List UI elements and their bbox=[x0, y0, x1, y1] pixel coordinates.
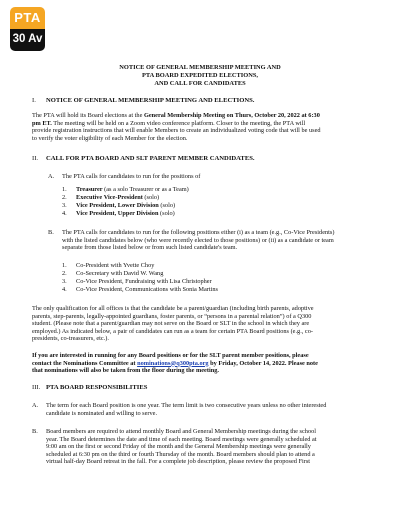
s3-b-paragraph bbox=[46, 428, 372, 466]
s3-a-line1: The term for each Board position is one year. The term limit is two consecutive years unless no other interested bbox=[46, 402, 327, 409]
n-line3: that nominations will also be taken from the floor during the meeting. bbox=[32, 367, 219, 375]
team-position-3: 3. Co-Vice President, Fundraising with Lisa Christopher bbox=[62, 278, 212, 285]
q-line1: The only qualification for all offices is that the candidate be a parent/guardian (including birth parents, adoptive bbox=[32, 305, 314, 312]
logo-30av-text: 30 Av bbox=[10, 29, 45, 51]
section-2-heading bbox=[32, 155, 255, 163]
logo-pta-text: PTA bbox=[10, 7, 45, 29]
s3-b-line2: year. The Board determines the date and time of each meeting. Board meetings were generally scheduled at bbox=[46, 435, 317, 443]
s3-b-line4: scheduled at 6:30 pm on the third or fourth Thursday of the month. Board members should plan to attend a bbox=[46, 450, 315, 458]
s2-b-line2: with the listed candidates below (who were recently elected to those positions) or (ii) as a candidate or team bbox=[62, 236, 334, 244]
n-line1: If you are interested in running for any Board positions or for the SLT parent member positions, please bbox=[32, 352, 309, 359]
s2-a-text: The PTA calls for candidates to run for the positions of bbox=[62, 173, 201, 180]
section-2-title: CALL FOR PTA BOARD AND SLT PARENT MEMBER CANDIDATES. bbox=[46, 155, 255, 162]
document-title bbox=[0, 64, 400, 88]
s1-line1b: General Membership Meeting on Thurs, October 20, 2022 at 6:30 bbox=[143, 112, 320, 119]
s3-a-paragraph bbox=[46, 402, 372, 417]
s2-b-line3: separate from those listed below or from such listed candidate's team. bbox=[62, 244, 238, 252]
position-item-1: 1. Treasurer (as a solo Treasurer or as a Team) bbox=[62, 186, 189, 193]
nominations-email-link[interactable]: nominations@q300pta.org bbox=[137, 359, 209, 367]
s2-b-label: B. bbox=[48, 229, 54, 236]
section-1-heading bbox=[32, 97, 254, 105]
s2-b-paragraph bbox=[62, 229, 372, 252]
title-line-2: PTA BOARD EXPEDITED ELECTIONS, bbox=[141, 72, 258, 79]
q-line3: student. (Please note that a parent/guardian may not serve on the Board or SLT in the school in which they are bbox=[32, 320, 310, 328]
q-line2: parents, step-parents, legally-appointed guardians, foster parents, or “persons in a parental relation”) of a Q300 bbox=[32, 312, 312, 320]
n-line2b: by Friday, October 14, 2022. Please note bbox=[208, 359, 318, 367]
section-3-heading bbox=[32, 384, 147, 392]
team-position-1: 1. Co-President with Yvette Choy bbox=[62, 262, 155, 269]
section-3-title: PTA BOARD RESPONSIBILITIES bbox=[46, 384, 148, 391]
section-1-paragraph bbox=[32, 112, 372, 142]
section-3-number: III. bbox=[32, 384, 41, 391]
section-2-number: II. bbox=[32, 155, 39, 162]
s1-line1a: The PTA will hold its Board elections at the bbox=[32, 112, 144, 119]
s3-a-label: A. bbox=[32, 402, 39, 409]
position-item-4: 4. Vice President, Upper Division (solo) bbox=[62, 210, 175, 217]
n-line2a: contact the Nominations Committee at bbox=[32, 359, 138, 367]
section-1-number: I. bbox=[32, 97, 36, 104]
s1-line2a: pm ET. bbox=[32, 119, 52, 127]
pta-logo bbox=[10, 7, 45, 51]
q-line4: employed.) As indicated below, a pair of candidates can run as a team for certain PTA Board positions (e.g., co- bbox=[32, 327, 313, 335]
s3-b-line3: 9:00 am on the first or second Friday of the month and the General Membership meetings were generally bbox=[46, 443, 311, 451]
s1-line3: provide registration instructions that will enable Members to create an individualized voting code that will be used bbox=[32, 127, 321, 135]
position-item-2: 2. Executive Vice-President (solo) bbox=[62, 194, 160, 201]
s3-b-line5: virtual half-day Board retreat in the fall. For a complete job description, please review the proposed First bbox=[46, 458, 311, 466]
title-line-3: AND CALL FOR CANDIDATES bbox=[154, 80, 246, 87]
s1-line2b: The meeting will be held on a Zoom video conference platform. Closer to the meeting, the PTA will bbox=[51, 119, 306, 127]
team-position-2: 2. Co-Secretary with David W. Wang bbox=[62, 270, 164, 277]
s2-a-label: A. bbox=[48, 173, 55, 180]
s3-b-line1: Board members are required to attend monthly Board and General Membership meetings during the school bbox=[46, 428, 316, 435]
s1-line4: to verify the voter eligibility of each Member for the election. bbox=[32, 134, 188, 142]
s2-b-line1: The PTA calls for candidates to run for the following positions either (i) as a team (e.g., Co-Vice Presidents) bbox=[62, 229, 335, 236]
s3-b-label: B. bbox=[32, 428, 38, 435]
section-1-title: NOTICE OF GENERAL MEMBERSHIP MEETING AND ELECTIONS. bbox=[46, 97, 255, 104]
qualification-paragraph bbox=[32, 305, 372, 343]
title-line-1: NOTICE OF GENERAL MEMBERSHIP MEETING AND bbox=[119, 64, 281, 71]
team-position-4: 4. Co-Vice President, Communications with Sonia Martins bbox=[62, 286, 218, 293]
q-line5: presidents, co-treasurers, etc.). bbox=[32, 335, 109, 343]
s3-a-line2: candidate is nominated and willing to serve. bbox=[46, 409, 158, 417]
nominations-paragraph bbox=[32, 352, 372, 375]
position-item-3: 3. Vice President, Lower Division (solo) bbox=[62, 202, 176, 209]
